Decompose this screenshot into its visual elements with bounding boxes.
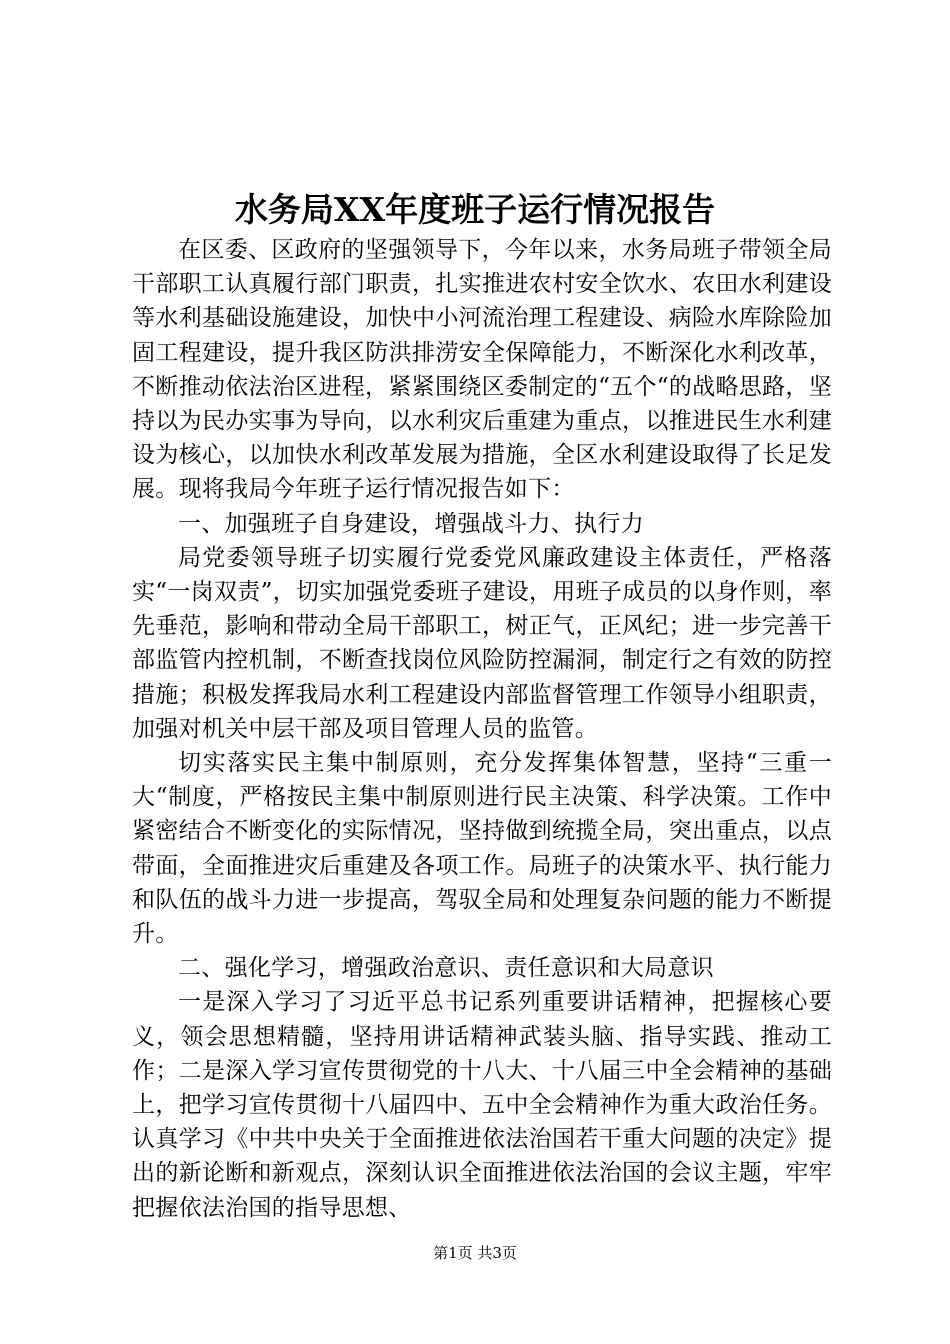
paragraph-party-committee: 局党委领导班子切实履行党委党风廉政建设主体责任，严格落实“一岗双责”，切实加强党委班子建设，用班子成员的以身作则，率先垂范，影响和带动全局干部职工，树正气，正风纪；进一步完善干部监管内控机制，不断查找岗位风险防控漏洞，制定行之有效的防控措施；积极发挥我局水利工程建设内部监督管理工作领导小组职责，加强对机关中层干部及项目管理人员的监管。 — [132, 544, 832, 742]
page-footer: 第1页 共3页 — [433, 1244, 517, 1262]
paragraph-democratic-centralism: 切实落实民主集中制原则，充分发挥集体智慧，坚持“三重一大“制度，严格按民主集中制原则进行民主决策、科学决策。工作中紧密结合不断变化的实际情况，坚持做到统揽全局，突出重点，以点带面，全面推进灾后重建及各项工作。局班子的决策水平、执行能力和队伍的战斗力进一步提高，驾驭全局和处理复杂问题的能力不断提升。 — [132, 750, 832, 948]
section-heading-1: 一、加强班子自身建设，增强战斗力、执行力 — [178, 510, 644, 537]
paragraph-study: 一是深入学习了习近平总书记系列重要讲话精神，把握核心要义，领会思想精髓，坚持用讲话精神武装头脑、指导实践、推动工作；二是深入学习宣传贯彻党的十八大、十八届三中全会精神的基础上，把学习宣传贯彻十八届四中、五中全会精神作为重大政治任务。认真学习《中共中央关于全面推进依法治国若干重大问题的决定》提出的新论断和新观点，深刻认识全面推进依法治国的会议主题，牢牢把握依法治国的指导思想、 — [132, 989, 832, 1221]
document-body — [132, 233, 832, 1225]
paragraph-intro: 在区委、区政府的坚强领导下，今年以来，水务局班子带领全局干部职工认真履行部门职责，扎实推进农村安全饮水、农田水利建设等水利基础设施建设，加快中小河流治理工程建设、病险水库除险加固工程建设，提升我区防洪排涝安全保障能力，不断深化水利改革，不断推动依法治区进程，紧紧围绕区委制定的“五个“的战略思路，坚持以为民办实事为导向，以水利灾后重建为重点，以推进民生水利建设为核心，以加快水利改革发展为措施，全区水利建设取得了长足发展。现将我局今年班子运行情况报告如下： — [132, 237, 832, 503]
document-title: 水务局XX年度班子运行情况报告 — [234, 190, 716, 229]
section-heading-2: 二、强化学习，增强政治意识、责任意识和大局意识 — [178, 955, 714, 982]
